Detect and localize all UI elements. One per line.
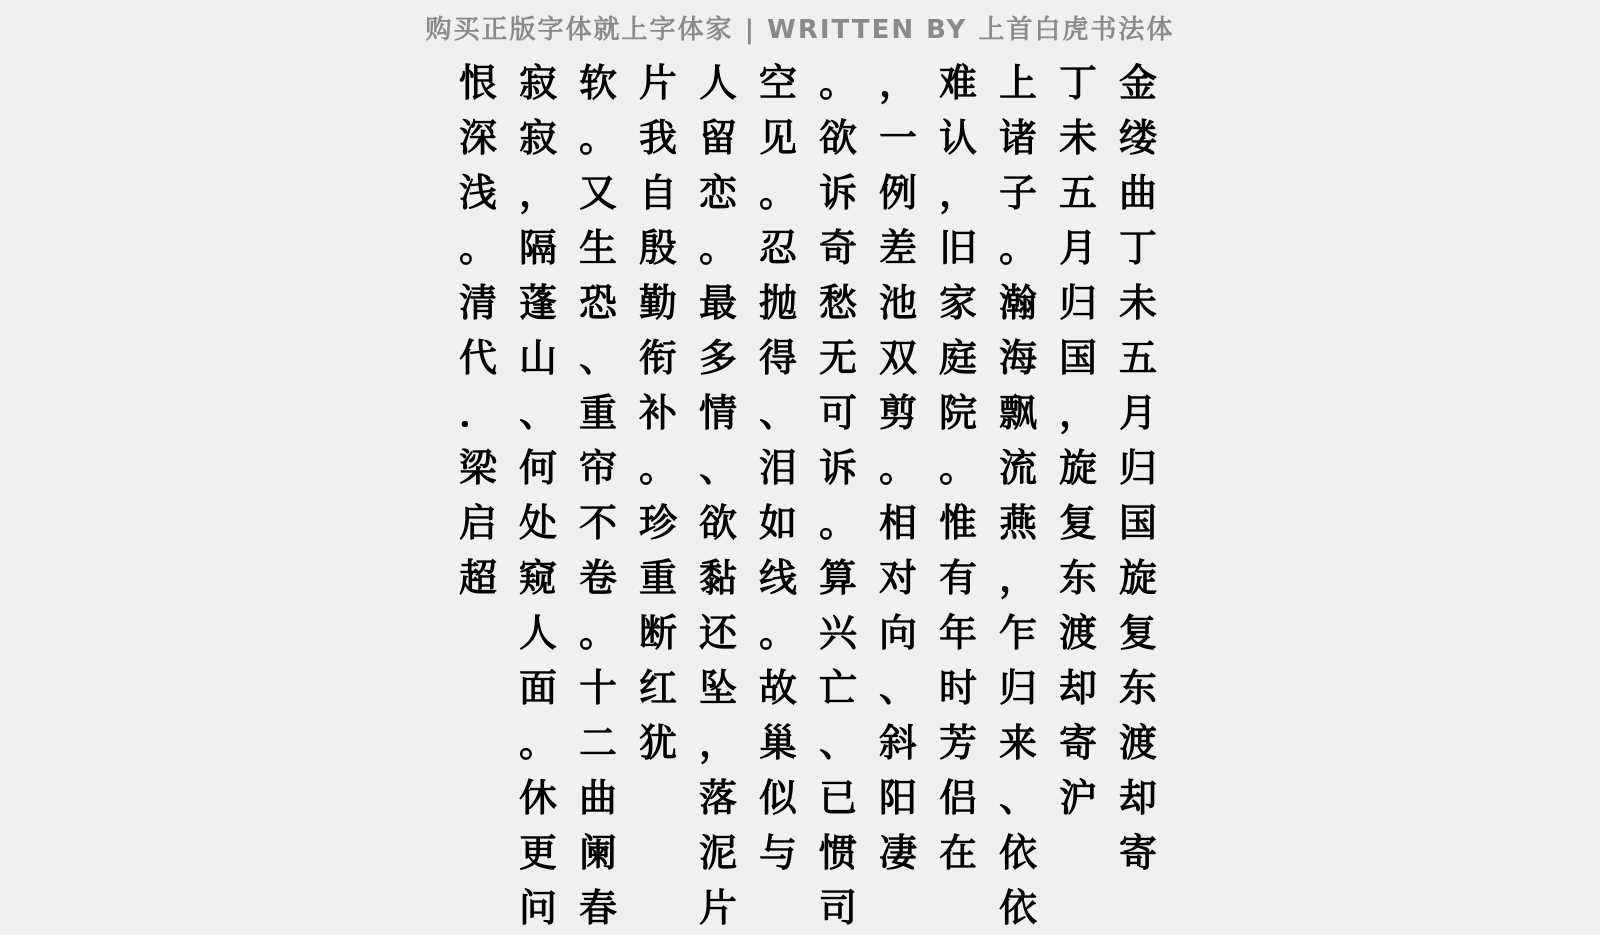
character-glyph: 。	[518, 720, 557, 765]
character-glyph: 曲	[578, 775, 617, 820]
character-glyph: 算	[818, 555, 857, 600]
character-glyph: 愁	[818, 280, 857, 325]
character-glyph: 惯	[818, 830, 857, 875]
character-glyph: 东	[1118, 665, 1157, 710]
character-glyph: 归	[1118, 445, 1157, 490]
character-glyph: 诉	[818, 445, 857, 490]
character-glyph: 补	[638, 390, 677, 435]
character-glyph: ，	[938, 170, 977, 215]
character-glyph: 。	[758, 170, 797, 215]
character-glyph: 。	[758, 610, 797, 655]
character-glyph: 却	[1058, 665, 1097, 710]
character-glyph: 依	[998, 885, 1037, 930]
character-glyph: 隔	[518, 225, 557, 270]
character-glyph: 归	[998, 665, 1037, 710]
text-column	[808, 55, 868, 930]
character-glyph: 侣	[938, 775, 977, 820]
character-glyph: 休	[518, 775, 557, 820]
character-glyph: 。	[458, 225, 497, 270]
character-glyph: 抛	[758, 280, 797, 325]
character-glyph: 未	[1058, 115, 1097, 160]
character-glyph: 十	[578, 665, 617, 710]
character-glyph: 落	[698, 775, 737, 820]
character-glyph: 与	[758, 830, 797, 875]
character-glyph: 恋	[698, 170, 737, 215]
text-column	[448, 55, 508, 880]
character-glyph: 浅	[458, 170, 497, 215]
character-glyph: 情	[698, 390, 737, 435]
character-glyph: 。	[578, 610, 617, 655]
character-glyph: 又	[578, 170, 617, 215]
character-glyph: 处	[518, 500, 557, 545]
character-glyph: 勤	[638, 280, 677, 325]
character-glyph: 瀚	[998, 280, 1037, 325]
character-glyph: 人	[698, 60, 737, 105]
character-glyph: ，	[518, 170, 557, 215]
text-column	[988, 55, 1048, 930]
character-glyph: 惟	[938, 500, 977, 545]
character-glyph: 还	[698, 610, 737, 655]
character-glyph: 超	[458, 555, 497, 600]
character-glyph: 泪	[758, 445, 797, 490]
character-glyph: 复	[1058, 500, 1097, 545]
character-glyph: 月	[1118, 390, 1157, 435]
character-glyph: 坠	[698, 665, 737, 710]
character-glyph: 复	[1118, 610, 1157, 655]
character-glyph: 差	[878, 225, 917, 270]
character-glyph: 庭	[938, 335, 977, 380]
font-vendor-banner: 购买正版字体就上字体家 | WRITTEN BY 上首白虎书法体	[425, 15, 1175, 45]
character-glyph: 海	[998, 335, 1037, 380]
character-glyph: 。	[998, 225, 1037, 270]
character-glyph: ．	[458, 390, 497, 435]
character-glyph: 泥	[698, 830, 737, 875]
character-glyph: 恐	[578, 280, 617, 325]
text-column	[688, 55, 748, 930]
character-glyph: 相	[878, 500, 917, 545]
character-glyph: 诉	[818, 170, 857, 215]
character-glyph: 、	[758, 390, 797, 435]
character-glyph: 面	[518, 665, 557, 710]
character-glyph: 梁	[458, 445, 497, 490]
character-glyph: 曲	[1118, 170, 1157, 215]
character-glyph: ，	[998, 555, 1037, 600]
character-glyph: 寂	[518, 115, 557, 160]
character-glyph: ，	[878, 60, 917, 105]
character-glyph: 芳	[938, 720, 977, 765]
character-glyph: 丁	[1118, 225, 1157, 270]
character-glyph: 流	[998, 445, 1037, 490]
character-glyph: 清	[458, 280, 497, 325]
character-glyph: 忍	[758, 225, 797, 270]
character-glyph: 空	[758, 60, 797, 105]
character-glyph: 寄	[1058, 720, 1097, 765]
character-glyph: 留	[698, 115, 737, 160]
character-glyph: 认	[938, 115, 977, 160]
character-glyph: 不	[578, 500, 617, 545]
character-glyph: 犹	[638, 720, 677, 765]
character-glyph: 月	[1058, 225, 1097, 270]
text-column	[748, 55, 808, 880]
character-glyph: 帘	[578, 445, 617, 490]
character-glyph: 启	[458, 500, 497, 545]
character-glyph: 欲	[818, 115, 857, 160]
character-glyph: 子	[998, 170, 1037, 215]
character-glyph: 难	[938, 60, 977, 105]
character-glyph: 片	[638, 60, 677, 105]
character-glyph: 缕	[1118, 115, 1157, 160]
character-glyph: 国	[1118, 500, 1157, 545]
text-column	[1048, 55, 1108, 880]
character-glyph: 得	[758, 335, 797, 380]
character-glyph: 时	[938, 665, 977, 710]
character-glyph: 我	[638, 115, 677, 160]
character-glyph: 凄	[878, 830, 917, 875]
character-glyph: 燕	[998, 500, 1037, 545]
character-glyph: 双	[878, 335, 917, 380]
character-glyph: 恨	[458, 60, 497, 105]
character-glyph: 对	[878, 555, 917, 600]
character-glyph: 更	[518, 830, 557, 875]
character-glyph: 人	[518, 610, 557, 655]
character-glyph: 有	[938, 555, 977, 600]
character-glyph: 斜	[878, 720, 917, 765]
character-glyph: 卷	[578, 555, 617, 600]
character-glyph: 、	[698, 445, 737, 490]
text-column	[628, 55, 688, 880]
character-glyph: 旧	[938, 225, 977, 270]
character-glyph: 司	[818, 885, 857, 930]
character-glyph: 。	[818, 500, 857, 545]
character-glyph: 问	[518, 885, 557, 930]
character-glyph: 依	[998, 830, 1037, 875]
character-glyph: 可	[818, 390, 857, 435]
character-glyph: 例	[878, 170, 917, 215]
character-glyph: 未	[1118, 280, 1157, 325]
character-glyph: 、	[578, 335, 617, 380]
character-glyph: 见	[758, 115, 797, 160]
character-glyph: 生	[578, 225, 617, 270]
character-glyph: 重	[578, 390, 617, 435]
character-glyph: 。	[878, 445, 917, 490]
character-glyph: 旋	[1118, 555, 1157, 600]
character-glyph: 阑	[578, 830, 617, 875]
character-glyph: 、	[818, 720, 857, 765]
character-glyph: 来	[998, 720, 1037, 765]
character-glyph: 阳	[878, 775, 917, 820]
character-glyph: 奇	[818, 225, 857, 270]
character-glyph: 珍	[638, 500, 677, 545]
character-glyph: 窥	[518, 555, 557, 600]
character-glyph: 山	[518, 335, 557, 380]
character-glyph: 金	[1118, 60, 1157, 105]
character-glyph: 东	[1058, 555, 1097, 600]
character-glyph: 国	[1058, 335, 1097, 380]
character-glyph: 。	[578, 115, 617, 160]
character-glyph: 蓬	[518, 280, 557, 325]
character-glyph: 何	[518, 445, 557, 490]
character-glyph: 。	[818, 60, 857, 105]
character-glyph: 向	[878, 610, 917, 655]
character-glyph: 上	[998, 60, 1037, 105]
character-glyph: 线	[758, 555, 797, 600]
character-glyph: 已	[818, 775, 857, 820]
character-glyph: 却	[1118, 775, 1157, 820]
character-glyph: 一	[878, 115, 917, 160]
character-glyph: 深	[458, 115, 497, 160]
character-glyph: 殷	[638, 225, 677, 270]
character-glyph: 年	[938, 610, 977, 655]
character-glyph: 二	[578, 720, 617, 765]
character-glyph: 黏	[698, 555, 737, 600]
character-glyph: 、	[518, 390, 557, 435]
text-column	[508, 55, 568, 930]
character-glyph: 断	[638, 610, 677, 655]
character-glyph: 红	[638, 665, 677, 710]
character-glyph: 重	[638, 555, 677, 600]
character-glyph: 自	[638, 170, 677, 215]
character-glyph: 寂	[518, 60, 557, 105]
character-glyph: 五	[1118, 335, 1157, 380]
character-glyph: 诸	[998, 115, 1037, 160]
character-glyph: 。	[638, 445, 677, 490]
character-glyph: 多	[698, 335, 737, 380]
character-glyph: 软	[578, 60, 617, 105]
character-glyph: 归	[1058, 280, 1097, 325]
character-glyph: 亡	[818, 665, 857, 710]
character-glyph: 渡	[1118, 720, 1157, 765]
character-glyph: 。	[698, 225, 737, 270]
character-glyph: ，	[1058, 390, 1097, 435]
character-glyph: 家	[938, 280, 977, 325]
character-glyph: 在	[938, 830, 977, 875]
poem-text-grid	[448, 55, 1168, 930]
text-column	[568, 55, 628, 930]
character-glyph: 如	[758, 500, 797, 545]
character-glyph: 无	[818, 335, 857, 380]
character-glyph: 、	[878, 665, 917, 710]
character-glyph: 寄	[1118, 830, 1157, 875]
character-glyph: 池	[878, 280, 917, 325]
character-glyph: 巢	[758, 720, 797, 765]
character-glyph: 。	[938, 445, 977, 490]
character-glyph: 兴	[818, 610, 857, 655]
character-glyph: 沪	[1058, 775, 1097, 820]
character-glyph: 片	[698, 885, 737, 930]
character-glyph: 代	[458, 335, 497, 380]
character-glyph: 五	[1058, 170, 1097, 215]
character-glyph: 欲	[698, 500, 737, 545]
character-glyph: 春	[578, 885, 617, 930]
character-glyph: 渡	[1058, 610, 1097, 655]
text-column	[868, 55, 928, 880]
character-glyph: 故	[758, 665, 797, 710]
character-glyph: 飘	[998, 390, 1037, 435]
character-glyph: ，	[698, 720, 737, 765]
character-glyph: 丁	[1058, 60, 1097, 105]
character-glyph: 似	[758, 775, 797, 820]
text-column	[928, 55, 988, 880]
character-glyph: 院	[938, 390, 977, 435]
character-glyph: 剪	[878, 390, 917, 435]
character-glyph: 旋	[1058, 445, 1097, 490]
character-glyph: 最	[698, 280, 737, 325]
character-glyph: 、	[998, 775, 1037, 820]
character-glyph: 衔	[638, 335, 677, 380]
text-column	[1108, 55, 1168, 880]
character-glyph: 乍	[998, 610, 1037, 655]
